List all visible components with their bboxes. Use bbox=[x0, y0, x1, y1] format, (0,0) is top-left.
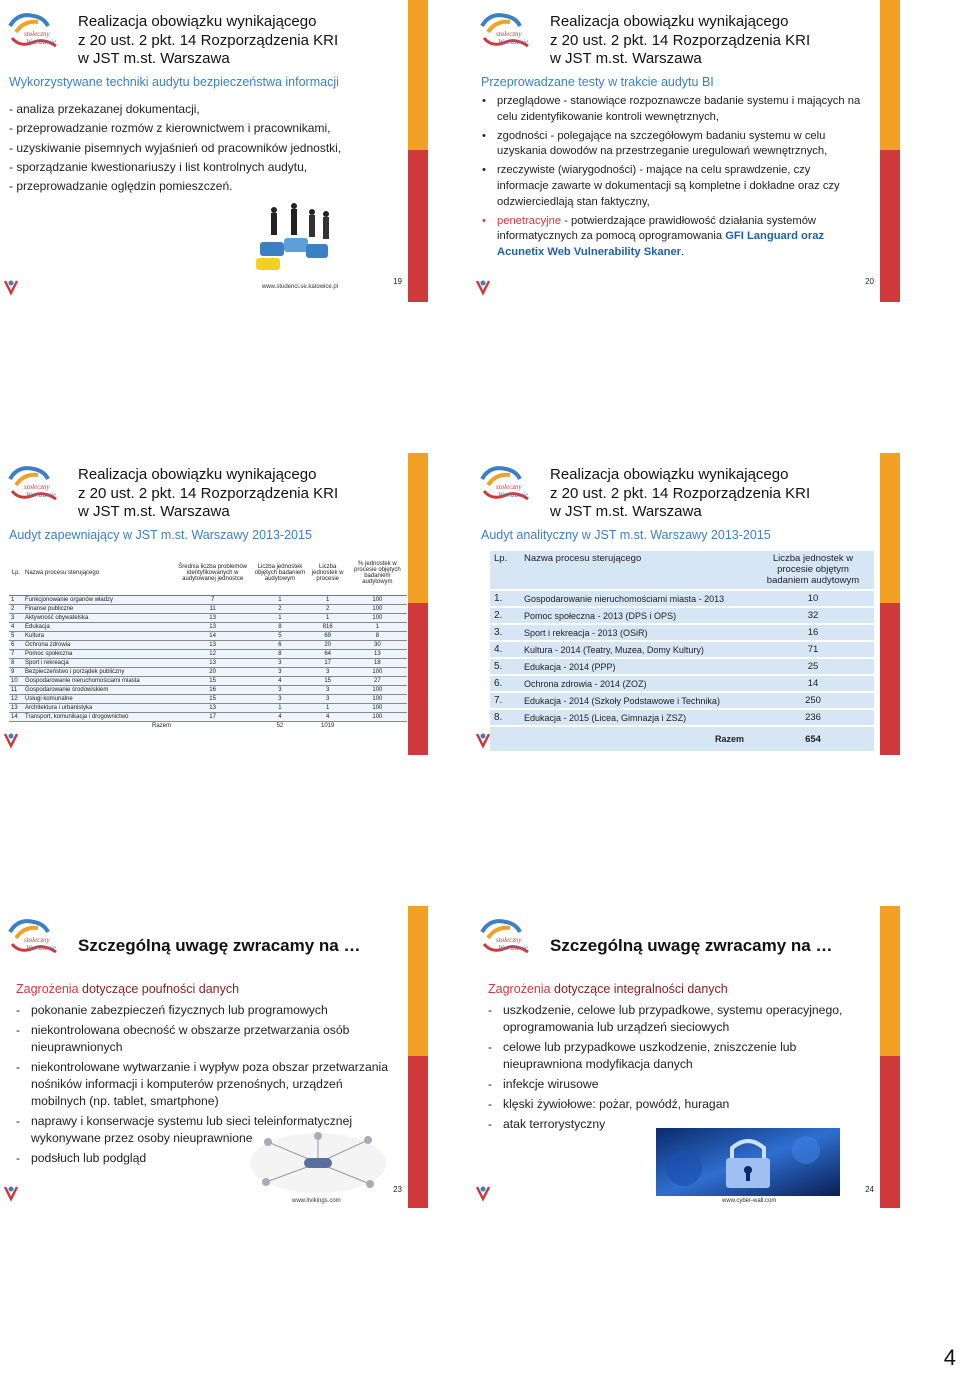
col-header: Liczba jednostek w procesie objętym badaniem audytowym bbox=[752, 551, 874, 589]
title-line-3: w JST m.st. Warszawa bbox=[550, 50, 702, 67]
table-cell: 250 bbox=[752, 693, 874, 708]
table-cell: Edukacja - 2015 (Licea, Gimnazja i ZSZ) bbox=[520, 710, 752, 725]
table-cell: 20 bbox=[173, 667, 252, 676]
table-cell: 1 bbox=[308, 703, 348, 712]
accent-bar-red bbox=[408, 150, 428, 302]
table-cell: 15 bbox=[173, 676, 252, 685]
table-cell: 8 bbox=[252, 649, 307, 658]
total-row bbox=[9, 721, 407, 730]
accent-bar-yellow bbox=[880, 906, 900, 1056]
table-cell: Finanse publiczne bbox=[23, 604, 173, 613]
item-end: . bbox=[681, 246, 685, 259]
accent-bar-yellow bbox=[408, 0, 428, 150]
list-item: • zgodności - polegające na szczegółowym badaniu systemu w celu uzyskania dowodów na przestrzeganie uregulowań wewnętrznych, bbox=[482, 129, 862, 161]
table-cell: 7 bbox=[173, 595, 252, 604]
accent-bar-red bbox=[880, 150, 900, 302]
table-cell: 5. bbox=[490, 659, 520, 674]
accent-bar-yellow bbox=[408, 453, 428, 603]
test-list bbox=[482, 94, 862, 264]
warsaw-logo bbox=[4, 914, 64, 972]
table-cell: 12 bbox=[9, 694, 23, 703]
table-cell: 6 bbox=[9, 640, 23, 649]
list-item: - atak terrorystyczny bbox=[488, 1116, 863, 1133]
slide-title bbox=[550, 13, 870, 69]
table-cell bbox=[173, 721, 252, 730]
table-cell: 11 bbox=[173, 604, 252, 613]
slide-title bbox=[78, 466, 398, 522]
table-cell: 4 bbox=[9, 622, 23, 631]
table-cell: 1019 bbox=[308, 721, 348, 730]
table-row bbox=[9, 676, 407, 685]
table-row bbox=[490, 591, 874, 606]
table-cell: 18 bbox=[348, 658, 407, 667]
list-item: - celowe lub przypadkowe uszkodzenie, zniszczenie lub nieuprawniona modyfikacja danych bbox=[488, 1039, 863, 1073]
svg-text:Warszawie: Warszawie bbox=[498, 944, 529, 952]
bip-icon bbox=[474, 731, 492, 749]
table-row bbox=[9, 595, 407, 604]
list-item: - infekcje wirusowe bbox=[488, 1076, 863, 1093]
list-item bbox=[482, 214, 862, 261]
table-row bbox=[490, 676, 874, 691]
table-cell: Pomoc społeczna - 2013 (DPS i OPS) bbox=[520, 608, 752, 623]
table-cell: 1 bbox=[308, 613, 348, 622]
business-people-puzzle-image bbox=[250, 200, 340, 280]
accent-bar-yellow bbox=[408, 906, 428, 1056]
table-cell: 3 bbox=[252, 685, 307, 694]
table-row bbox=[9, 703, 407, 712]
svg-text:stołeczny: stołeczny bbox=[24, 30, 50, 38]
svg-text:Warszawie: Warszawie bbox=[498, 38, 529, 46]
slide-20 bbox=[472, 0, 900, 302]
table-cell: 3 bbox=[252, 667, 307, 676]
list-item: - przeprowadzanie rozmów z kierownictwem i pracownikami, bbox=[9, 121, 331, 136]
list-item: - przeprowadzanie oględzin pomieszczeń. bbox=[9, 179, 233, 194]
accent-bar-red bbox=[880, 1056, 900, 1208]
table-cell: 16 bbox=[752, 625, 874, 640]
table-row bbox=[490, 710, 874, 725]
table-row bbox=[9, 640, 407, 649]
table-cell: Funkcjonowanie organów władzy bbox=[23, 595, 173, 604]
table-cell: 71 bbox=[752, 642, 874, 657]
slide-subtitle: Audyt analityczny w JST m.st. Warszawy 2013-2015 bbox=[481, 528, 771, 542]
title-line-3: w JST m.st. Warszawa bbox=[78, 50, 230, 67]
list-item: - sporządzanie kwestionariuszy i list kontrolnych audytu, bbox=[9, 159, 308, 174]
col-header: Nazwa procesu sterującego bbox=[23, 551, 173, 595]
table-cell: 100 bbox=[348, 667, 407, 676]
table-cell: 10 bbox=[9, 676, 23, 685]
lead-red: Zagrożenia bbox=[488, 982, 551, 996]
list-item: - analiza przekazanej dokumentacji, bbox=[9, 102, 200, 116]
title-line-3: w JST m.st. Warszawa bbox=[78, 503, 230, 520]
slide-number: 23 bbox=[393, 1185, 402, 1194]
total-label: Razem bbox=[520, 727, 752, 751]
col-header: Liczba jednostek objętych badaniem audytowym bbox=[252, 551, 307, 595]
slide-subtitle: Wykorzystywane techniki audytu bezpieczeństwa informacji bbox=[9, 75, 339, 89]
table-cell: 3 bbox=[308, 694, 348, 703]
slide-24 bbox=[472, 906, 900, 1208]
accent-bar-red bbox=[408, 1056, 428, 1208]
list-item: - uzyskiwanie pisemnych wyjaśnień od pracowników jednostki, bbox=[9, 140, 342, 155]
table-cell: 11 bbox=[9, 685, 23, 694]
table-cell: 6 bbox=[252, 640, 307, 649]
bip-icon bbox=[2, 731, 20, 749]
table-cell: 13 bbox=[173, 613, 252, 622]
table-row bbox=[490, 693, 874, 708]
table-cell: Ochrona zdrowia - 2014 (ZOZ) bbox=[520, 676, 752, 691]
table-row bbox=[9, 685, 407, 694]
title-line-2: z 20 ust. 2 pkt. 14 Rozporządzenia KRI bbox=[78, 31, 339, 49]
image-credit: www.studenci.se.katowice.pl bbox=[262, 284, 339, 290]
table-cell: 13 bbox=[9, 703, 23, 712]
table-cell: 3 bbox=[308, 667, 348, 676]
table-cell: Edukacja bbox=[23, 622, 173, 631]
list-item: • przeglądowe - stanowiące rozpoznawcze badanie systemu i mających na celu zidentyfikowanie kontroli wewnętrznych, bbox=[482, 94, 862, 126]
table-cell: 1 bbox=[348, 622, 407, 631]
table-cell: 1 bbox=[252, 613, 307, 622]
table-cell: 7. bbox=[490, 693, 520, 708]
table-row bbox=[9, 649, 407, 658]
table-cell: 8. bbox=[490, 710, 520, 725]
table-cell: 3 bbox=[9, 613, 23, 622]
warsaw-logo bbox=[476, 8, 536, 66]
table-cell: Kultura bbox=[23, 631, 173, 640]
table-cell: Kultura - 2014 (Teatry, Muzea, Domy Kultury) bbox=[520, 642, 752, 657]
table-cell: Gospodarowanie nieruchomościami miasta - 2013 bbox=[520, 591, 752, 606]
item-text: - potwierdzające prawidłowość działania systemów informatycznych za pomocą oprogramowania bbox=[497, 214, 816, 243]
table-cell: Transport, komunikacja i drogownictwo bbox=[23, 712, 173, 721]
table-cell: Bezpieczeństwo i porządek publiczny bbox=[23, 667, 173, 676]
table-cell bbox=[9, 721, 23, 730]
list-item: - uszkodzenie, celowe lub przypadkowe, systemu operacyjnego, oprogramowania lub urządzeń sieciowych bbox=[488, 1002, 863, 1036]
col-header: Nazwa procesu sterującego bbox=[520, 551, 752, 589]
table-cell: Gospodarowanie nieruchomościami miasta bbox=[23, 676, 173, 685]
table-cell: 13 bbox=[173, 640, 252, 649]
table-cell: 100 bbox=[348, 604, 407, 613]
svg-text:stołeczny: stołeczny bbox=[496, 30, 522, 38]
table-cell: Architektura i urbanistyka bbox=[23, 703, 173, 712]
svg-text:stołeczny: stołeczny bbox=[24, 936, 50, 944]
warsaw-logo bbox=[476, 461, 536, 519]
technique-list bbox=[9, 100, 341, 196]
table-cell: 15 bbox=[173, 694, 252, 703]
table-cell: 100 bbox=[348, 595, 407, 604]
table-cell: Sport i rekreacja - 2013 (OSiR) bbox=[520, 625, 752, 640]
lead-dark: dotyczące poufności danych bbox=[78, 982, 240, 996]
title-line-1: Realizacja obowiązku wynikającego bbox=[78, 466, 317, 483]
digital-lock-image bbox=[656, 1128, 840, 1196]
title-line-2: z 20 ust. 2 pkt. 14 Rozporządzenia KRI bbox=[550, 484, 811, 502]
list-item: • rzeczywiste (wiarygodności) - mające na celu sprawdzenie, czy informacje zawarte w dokumentacji są kompletne i dokładne oraz czy odzwierciedlają stan faktyczny, bbox=[482, 163, 862, 210]
table-row bbox=[9, 613, 407, 622]
list-item: - niekontrolowana obecność w obszarze przetwarzania osób nieuprawnionych bbox=[16, 1022, 391, 1056]
table-row bbox=[490, 625, 874, 640]
svg-text:stołeczny: stołeczny bbox=[496, 483, 522, 491]
table-cell: 3 bbox=[308, 685, 348, 694]
accent-bar-yellow bbox=[880, 0, 900, 150]
col-header: Lp. bbox=[490, 551, 520, 589]
table-cell: Sport i rekreacja bbox=[23, 658, 173, 667]
slide-lead bbox=[488, 982, 728, 996]
table-cell: 1 bbox=[252, 595, 307, 604]
slide-19 bbox=[0, 0, 428, 302]
table-cell: 2 bbox=[9, 604, 23, 613]
bip-icon bbox=[2, 1184, 20, 1202]
software-names: GFI Languard oraz Acunetix Web Vulnerability Skaner bbox=[497, 230, 825, 259]
image-credit: www.itvikings.com bbox=[292, 1198, 341, 1204]
accent-bar-yellow bbox=[880, 453, 900, 603]
table-cell: 816 bbox=[308, 622, 348, 631]
threat-list bbox=[488, 1002, 863, 1136]
table-row bbox=[9, 694, 407, 703]
table-row bbox=[9, 658, 407, 667]
slide-number: 24 bbox=[865, 1185, 874, 1194]
title-line-1: Realizacja obowiązku wynikającego bbox=[550, 466, 789, 483]
table-cell: 13 bbox=[173, 622, 252, 631]
slide-title bbox=[550, 466, 870, 522]
table-cell: Razem bbox=[23, 721, 173, 730]
bip-icon bbox=[2, 278, 20, 296]
table-cell: 1 bbox=[252, 703, 307, 712]
table-cell: 8 bbox=[348, 631, 407, 640]
table-cell: Ochrona zdrowia bbox=[23, 640, 173, 649]
list-item: - klęski żywiołowe: pożar, powódź, huragan bbox=[488, 1096, 863, 1113]
col-header: Liczba jednostek w procesie bbox=[308, 551, 348, 595]
title-line-1: Realizacja obowiązku wynikającego bbox=[78, 13, 317, 30]
table-cell: 14 bbox=[173, 631, 252, 640]
table-cell: 52 bbox=[252, 721, 307, 730]
table-cell: 1. bbox=[490, 591, 520, 606]
accent-bar-red bbox=[880, 603, 900, 755]
table-cell: 15 bbox=[308, 676, 348, 685]
table-cell bbox=[348, 721, 407, 730]
table-cell: 20 bbox=[308, 640, 348, 649]
table-cell: 5 bbox=[252, 631, 307, 640]
table-cell: 236 bbox=[752, 710, 874, 725]
slide-subtitle: Przeprowadzane testy w trakcie audytu BI bbox=[481, 75, 714, 89]
col-header: Lp. bbox=[9, 551, 23, 595]
warsaw-logo bbox=[476, 914, 536, 972]
table-cell: 17 bbox=[173, 712, 252, 721]
list-item: - pokonanie zabezpieczeń fizycznych lub programowych bbox=[16, 1002, 391, 1019]
bip-icon bbox=[474, 1184, 492, 1202]
table-cell: 25 bbox=[752, 659, 874, 674]
list-item: - niekontrolowane wytwarzanie i wypływ poza obszar przetwarzania nośników informacji i komputerów przenośnych, urządzeń mobilnych (np. tablet, smartphone) bbox=[16, 1059, 391, 1110]
svg-text:Warszawie: Warszawie bbox=[26, 38, 57, 46]
table-cell: 6. bbox=[490, 676, 520, 691]
table-cell: 2 bbox=[252, 604, 307, 613]
table-cell: Pomoc społeczna bbox=[23, 649, 173, 658]
svg-text:stołeczny: stołeczny bbox=[496, 936, 522, 944]
lead-red: Zagrożenia bbox=[16, 982, 79, 996]
table-cell: 14 bbox=[9, 712, 23, 721]
warsaw-logo bbox=[4, 8, 64, 66]
title-line-3: w JST m.st. Warszawa bbox=[550, 503, 702, 520]
svg-text:Warszawie: Warszawie bbox=[26, 944, 57, 952]
table-row bbox=[9, 667, 407, 676]
table-row bbox=[9, 631, 407, 640]
title-line-1: Realizacja obowiązku wynikającego bbox=[550, 13, 789, 30]
table-cell: 27 bbox=[348, 676, 407, 685]
total-row bbox=[490, 727, 874, 751]
table-cell: Usługi komunalne bbox=[23, 694, 173, 703]
table-row bbox=[490, 608, 874, 623]
table-row bbox=[9, 604, 407, 613]
title-line-2: z 20 ust. 2 pkt. 14 Rozporządzenia KRI bbox=[550, 31, 811, 49]
table-cell: 7 bbox=[9, 649, 23, 658]
page-number: 4 bbox=[943, 1345, 956, 1370]
table-cell: 12 bbox=[173, 649, 252, 658]
image-credit: www.cyber-wall.com bbox=[722, 1198, 777, 1204]
slide-23 bbox=[0, 906, 428, 1208]
table-cell: 10 bbox=[752, 591, 874, 606]
table-cell: 2 bbox=[308, 604, 348, 613]
table-cell: 4 bbox=[252, 712, 307, 721]
table-cell: Gospodarowanie środowiskiem bbox=[23, 685, 173, 694]
lead-dark: dotyczące integralności danych bbox=[550, 982, 728, 996]
table-cell bbox=[490, 727, 520, 751]
bip-icon bbox=[474, 278, 492, 296]
table-row bbox=[490, 642, 874, 657]
title-line-2: z 20 ust. 2 pkt. 14 Rozporządzenia KRI bbox=[78, 484, 339, 502]
col-header: Średnia liczba problemów identyfikowanych w audytowanej jednostce bbox=[173, 551, 252, 595]
table-cell: 8 bbox=[252, 622, 307, 631]
table-row bbox=[9, 622, 407, 631]
slide-title: Szczególną uwagę zwracamy na … bbox=[78, 936, 361, 955]
col-header: % jednostek w procesie objętych badaniem audytowym bbox=[348, 551, 407, 595]
table-row bbox=[490, 659, 874, 674]
table-cell: 16 bbox=[173, 685, 252, 694]
table-cell: 32 bbox=[752, 608, 874, 623]
table-cell: 100 bbox=[348, 685, 407, 694]
table-cell: 1 bbox=[9, 595, 23, 604]
audit-assurance-table bbox=[9, 551, 407, 730]
table-cell: 4 bbox=[308, 712, 348, 721]
table-cell: 3. bbox=[490, 625, 520, 640]
slide-number: 20 bbox=[865, 277, 874, 286]
slide-22 bbox=[472, 453, 900, 755]
slide-title bbox=[78, 13, 398, 69]
table-cell: 100 bbox=[348, 712, 407, 721]
table-cell: 64 bbox=[308, 649, 348, 658]
slide-title: Szczególną uwagę zwracamy na … bbox=[550, 936, 833, 955]
table-row bbox=[9, 712, 407, 721]
list-item: - podsłuch lub podgląd bbox=[16, 1150, 391, 1167]
slide-number: 19 bbox=[393, 277, 402, 286]
table-cell: 17 bbox=[308, 658, 348, 667]
highlight-term: penetracyjne bbox=[497, 214, 562, 227]
table-cell: 100 bbox=[348, 613, 407, 622]
table-cell: 2. bbox=[490, 608, 520, 623]
table-cell: 13 bbox=[173, 703, 252, 712]
table-cell: Edukacja - 2014 (Szkoły Podstawowe i Technika) bbox=[520, 693, 752, 708]
table-cell: 5 bbox=[9, 631, 23, 640]
svg-text:stołeczny: stołeczny bbox=[24, 483, 50, 491]
svg-text:Warszawie: Warszawie bbox=[498, 491, 529, 499]
audit-analytic-table bbox=[490, 549, 874, 753]
table-cell: 4 bbox=[252, 676, 307, 685]
accent-bar-red bbox=[408, 603, 428, 755]
slide-21 bbox=[0, 453, 428, 755]
warsaw-logo bbox=[4, 461, 64, 519]
total-value: 654 bbox=[752, 727, 874, 751]
svg-text:Warszawie: Warszawie bbox=[26, 491, 57, 499]
table-cell: 69 bbox=[308, 631, 348, 640]
table-cell: 100 bbox=[348, 703, 407, 712]
table-cell: 13 bbox=[348, 649, 407, 658]
table-cell: 8 bbox=[9, 658, 23, 667]
table-cell: 30 bbox=[348, 640, 407, 649]
table-cell: 100 bbox=[348, 694, 407, 703]
table-cell: 4. bbox=[490, 642, 520, 657]
network-diagram-image bbox=[248, 1130, 388, 1196]
table-cell: 13 bbox=[173, 658, 252, 667]
table-cell: 1 bbox=[308, 595, 348, 604]
table-cell: Edukacja - 2014 (PPP) bbox=[520, 659, 752, 674]
table-cell: 3 bbox=[252, 694, 307, 703]
list-item: - naprawy i konserwacje systemu lub sieci teleinformatycznej wykonywane przez osoby nieuprawnione bbox=[16, 1113, 391, 1147]
slide-subtitle: Audyt zapewniający w JST m.st. Warszawy 2013-2015 bbox=[9, 528, 312, 542]
table-cell: 3 bbox=[252, 658, 307, 667]
table-cell: 14 bbox=[752, 676, 874, 691]
table-cell: 9 bbox=[9, 667, 23, 676]
table-cell: Aktywność obywatelska bbox=[23, 613, 173, 622]
slide-lead bbox=[16, 982, 239, 996]
